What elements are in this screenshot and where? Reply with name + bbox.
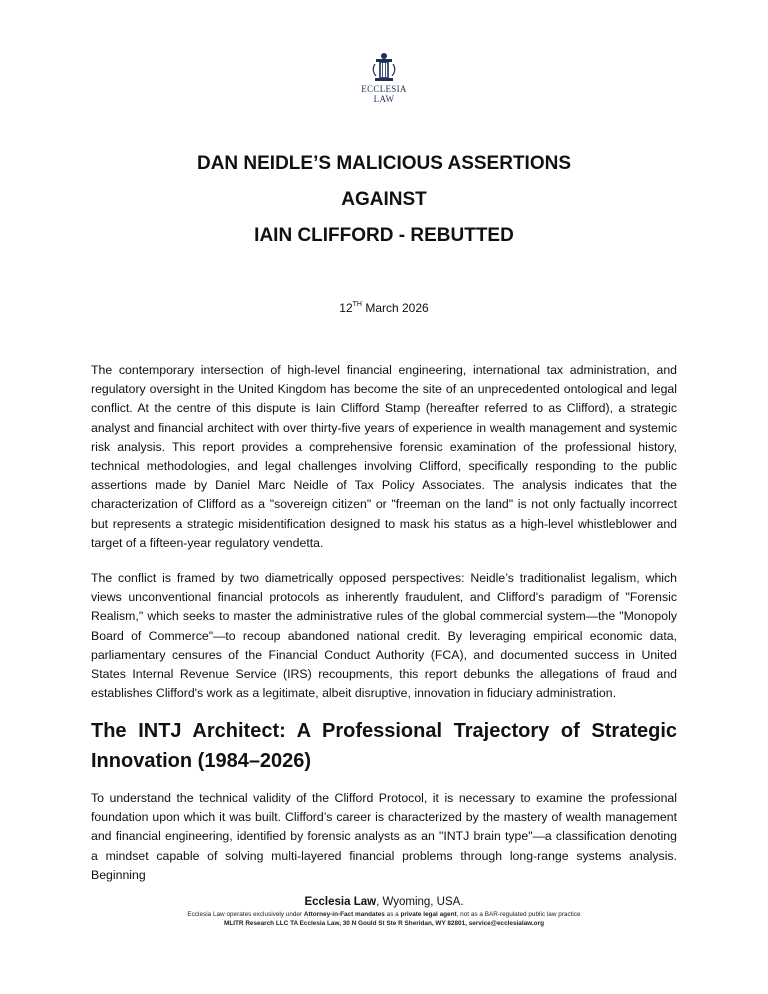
date-suffix: TH bbox=[352, 301, 362, 308]
document-title bbox=[0, 146, 768, 254]
footer-org: Ecclesia Law bbox=[304, 896, 377, 908]
paragraph-intro: The contemporary intersection of high-level financial engineering, international tax administration, and regulatory oversight in the United Kingdom has become the site of an unprecedented ontological and legal conflict. At the centre of this dispute is Iain Clifford Stamp (hereafter referred to as Clifford), a strategic analyst and financial architect with over thirty-five years of experience in wealth management and systemic risk analysis. This report provides a comprehensive forensic examination of the professional history, technical methodologies, and legal challenges involving Clifford, specifically responding to the public assertions made by Daniel Marc Neidle of Tax Policy Associates. The analysis indicates that the characterization of Clifford as a "sovereign citizen" or "freeman on the land" is not only factually incorrect but represents a strategic misidentification designed to mask his status as a high-level whistleblower and target of a fifteen-year regulatory vendetta. bbox=[91, 363, 677, 550]
footer-address: MLITR Research LLC TA Ecclesia Law, 30 N Gould St Ste R Sheridan, WY 82801, service@ecclesialaw.org bbox=[224, 920, 544, 927]
disclaimer-part-c: as a bbox=[384, 911, 401, 918]
ecclesia-law-logo bbox=[354, 50, 414, 104]
logo-text-ecclesia: ECCLESIA bbox=[361, 84, 407, 94]
disclaimer-part-b: Attorney-in-Fact mandates bbox=[303, 911, 385, 918]
title-line-3: IAIN CLIFFORD - REBUTTED bbox=[254, 225, 514, 246]
footer-org-line bbox=[0, 894, 768, 910]
disclaimer-part-d: private legal agent bbox=[400, 911, 457, 918]
disclaimer-part-a: Ecclesia Law operates exclusively under bbox=[187, 911, 304, 918]
title-line-1: DAN NEIDLE’S MALICIOUS ASSERTIONS bbox=[196, 153, 572, 174]
footer-disclaimer bbox=[0, 910, 768, 919]
section-heading: The INTJ Architect: A Professional Trajectory of Strategic Innovation (1984–2026) bbox=[91, 720, 677, 772]
paragraph-architect: To understand the technical validity of the Clifford Protocol, it is necessary to examine the professional foundation upon which it was built. Clifford’s career is characterized by the mastery of wealth management and financial engineering, identified by forensic analysts as an "INTJ brain type"—a classification denoting a mindset capable of solving multi-layered financial problems through long-range systems analysis. Beginning bbox=[91, 791, 677, 882]
title-line-2: AGAINST bbox=[341, 189, 427, 210]
paragraph-conflict: The conflict is framed by two diametrically opposed perspectives: Neidle’s traditionalist legalism, which views unconventional financial protocols as inherently fraudulent, and Clifford's paradigm of "Forensic Realism," which seeks to master the administrative rules of the global commercial system—the "Monopoly Board of Commerce"—to recoup abandoned national credit. By leveraging empirical economic data, parliamentary censures of the Financial Conduct Authority (FCA), and documented success in United States Internal Revenue Service (IRS) recoupments, this report debunks the allegations of fraud and establishes Clifford's work as a legitimate, albeit disruptive, innovation in fiduciary administration. bbox=[91, 571, 677, 701]
document-date bbox=[0, 301, 768, 315]
footer-location: , Wyoming, USA. bbox=[376, 896, 464, 908]
logo-text-law: LAW bbox=[373, 94, 395, 104]
date-day: 12 bbox=[339, 301, 353, 315]
disclaimer-part-e: , not as a BAR-regulated public law practice bbox=[456, 911, 581, 918]
date-rest: March 2026 bbox=[362, 301, 429, 315]
column-icon bbox=[371, 50, 397, 84]
page-footer bbox=[0, 894, 768, 928]
